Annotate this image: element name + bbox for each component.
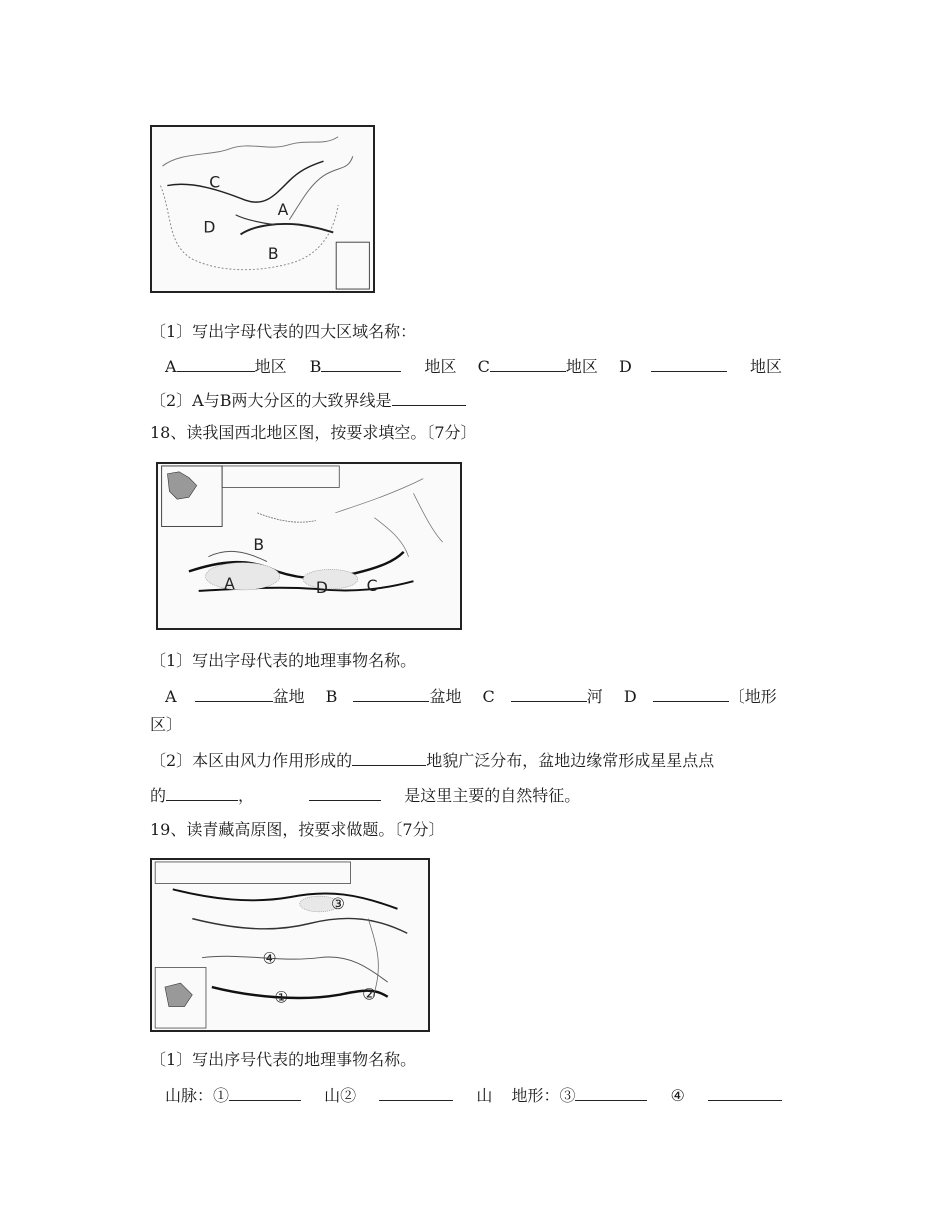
num-3-label: ③ (331, 893, 346, 913)
landform-d-blank[interactable] (653, 685, 729, 702)
oasis-blank[interactable] (166, 784, 238, 801)
place-c-label: C (366, 576, 378, 595)
region-c-blank[interactable] (490, 355, 566, 372)
region-c-label: C (209, 173, 221, 192)
q19-part1-intro: 〔1〕写出序号代表的地理事物名称。 (150, 1050, 417, 1069)
tibet-plateau-map (150, 858, 430, 1032)
q18-title: 18、读我国西北地区图，按要求填空。〔7分〕 (150, 423, 477, 442)
region-a-label: A (277, 200, 289, 219)
q18-part1-intro: 〔1〕写出字母代表的地理事物名称。 (150, 651, 417, 670)
q18-part1-wrap: 区〕 (150, 715, 183, 734)
region-a-blank[interactable] (177, 355, 255, 372)
region-d-blank[interactable] (651, 355, 727, 372)
place-d-label: D (315, 578, 328, 597)
q17-part1-intro: 〔1〕写出字母代表的四大区域名称： (150, 322, 417, 341)
num-1-label: ① (274, 987, 289, 1007)
place-b-label: B (253, 535, 265, 554)
china-regions-map-drawing (152, 127, 373, 291)
tibet-plateau-map-drawing (152, 860, 428, 1030)
northwest-china-map (156, 462, 462, 630)
feature-blank[interactable] (309, 784, 381, 801)
mountain-2-blank[interactable] (379, 1084, 453, 1101)
region-b-label: B (267, 244, 279, 263)
place-a-label: A (224, 574, 235, 593)
landform-3-blank[interactable] (575, 1084, 647, 1101)
boundary-blank[interactable] (392, 389, 466, 406)
num-2-label: ② (362, 984, 377, 1004)
china-regions-map (150, 125, 375, 293)
q18-part1-answers: A 盆地 B 盆地 C 河 D 〔地形 (165, 687, 777, 706)
mountain-1-blank[interactable] (229, 1084, 301, 1101)
q17-part1-answers: A 地区 B 地区 C 地区 D 地区 (165, 357, 783, 376)
q19-title: 19、读青藏高原图，按要求做题。〔7分〕 (150, 820, 445, 839)
landform-4-blank[interactable] (708, 1084, 782, 1101)
q17-part2: 〔2〕A与B两大分区的大致界线是 (150, 389, 466, 412)
q19-part1-answers: 山脉：① 山② 山 地形：③ ④ (165, 1084, 782, 1107)
river-c-blank[interactable] (511, 685, 587, 702)
q18-part2-line2: 的 ， 是这里主要的自然特征。 (150, 786, 581, 805)
basin-a-blank[interactable] (195, 685, 273, 702)
region-d-label: D (203, 218, 216, 237)
basin-b-blank[interactable] (353, 685, 429, 702)
region-b-blank[interactable] (321, 355, 401, 372)
northwest-china-map-drawing (158, 464, 460, 628)
wind-landform-blank[interactable] (352, 749, 426, 766)
q18-part2-line1: 〔2〕本区由风力作用形成的 地貌广泛分布，盆地边缘常形成星星点点 (150, 751, 715, 770)
num-4-label: ④ (262, 948, 277, 968)
